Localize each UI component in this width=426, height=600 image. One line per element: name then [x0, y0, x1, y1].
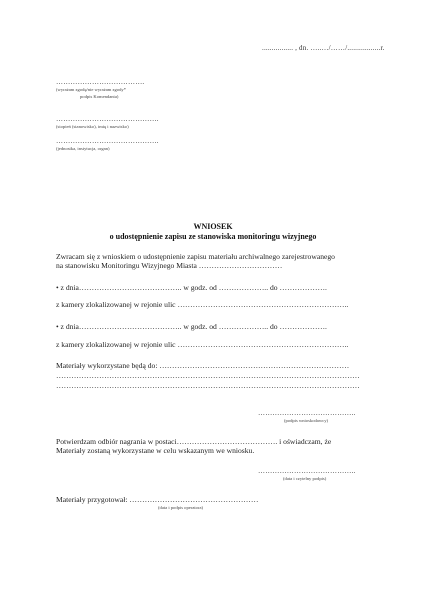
recipient-signature-caption: (data i czytelny podpis): [283, 476, 327, 481]
recipient-signature-line: …………………………………..: [258, 467, 356, 475]
usage-line-3: …………………………………………………………………………………………………………: [56, 381, 360, 390]
confirmation-line-1: Potwierdzam odbiór nagrania w postaci…………………………………. i oświadczam, że: [56, 437, 332, 446]
confirmation-line-2: Materiały zostaną wykorzystane w celu wskazanym we wniosku.: [56, 446, 255, 455]
intro-line-2: na stanowisku Monitoringu Wizyjnego Miasta ……………………………: [56, 261, 283, 270]
prepared-by-caption: (data i podpis operatora): [158, 505, 204, 510]
document-title: WNIOSEK: [193, 222, 233, 231]
applicant-unit-caption: (jednostka, instytucja, organ): [56, 146, 110, 151]
entry-camera-line: z kamery zlokalizowanej w rejonie ulic …………………………………………………………..: [56, 300, 349, 309]
applicant-unit-line: …………………………………….: [56, 137, 159, 145]
document-subtitle: o udostępnienie zapisu ze stanowiska monitoringu wizyjnego: [109, 232, 317, 241]
commander-caption-1: (wyrażam zgodę/nie wyrażam zgody*: [56, 87, 127, 92]
entry-date-line: • z dnia………………………………….. w godz. od ……………….. do ……………….: [56, 283, 327, 292]
usage-label-line: Materiały wykorzystane będą do: …………………………………………………………………: [56, 361, 350, 370]
commander-signature-line: ……………………………….: [56, 78, 145, 86]
applicant-name-line: …………………………………….: [56, 115, 159, 123]
entry-date-line: • z dnia………………………………….. w godz. od ……………….. do ……………….: [56, 322, 327, 331]
intro-line-1: Zwracam się z wnioskiem o udostępnienie zapisu materiału archiwalnego zarejestrowanego: [56, 252, 335, 261]
prepared-by-line: Materiały przygotował: ……………………………………………: [56, 495, 259, 504]
usage-line-2: …………………………………………………………………………………………………………: [56, 371, 360, 380]
commander-caption-2: podpis Komendanta): [80, 94, 119, 99]
place-date-line: ................ , dn. …..…/……/.................r.: [262, 44, 385, 52]
applicant-signature-line: …………………………………..: [258, 409, 356, 417]
entry-camera-line: z kamery zlokalizowanej w rejonie ulic …………………………………………………………..: [56, 340, 349, 349]
applicant-signature-caption: (podpis wnioskodawcy): [284, 418, 329, 423]
applicant-name-caption: (stopień (stanowisko), imię i nazwisko): [56, 124, 129, 129]
